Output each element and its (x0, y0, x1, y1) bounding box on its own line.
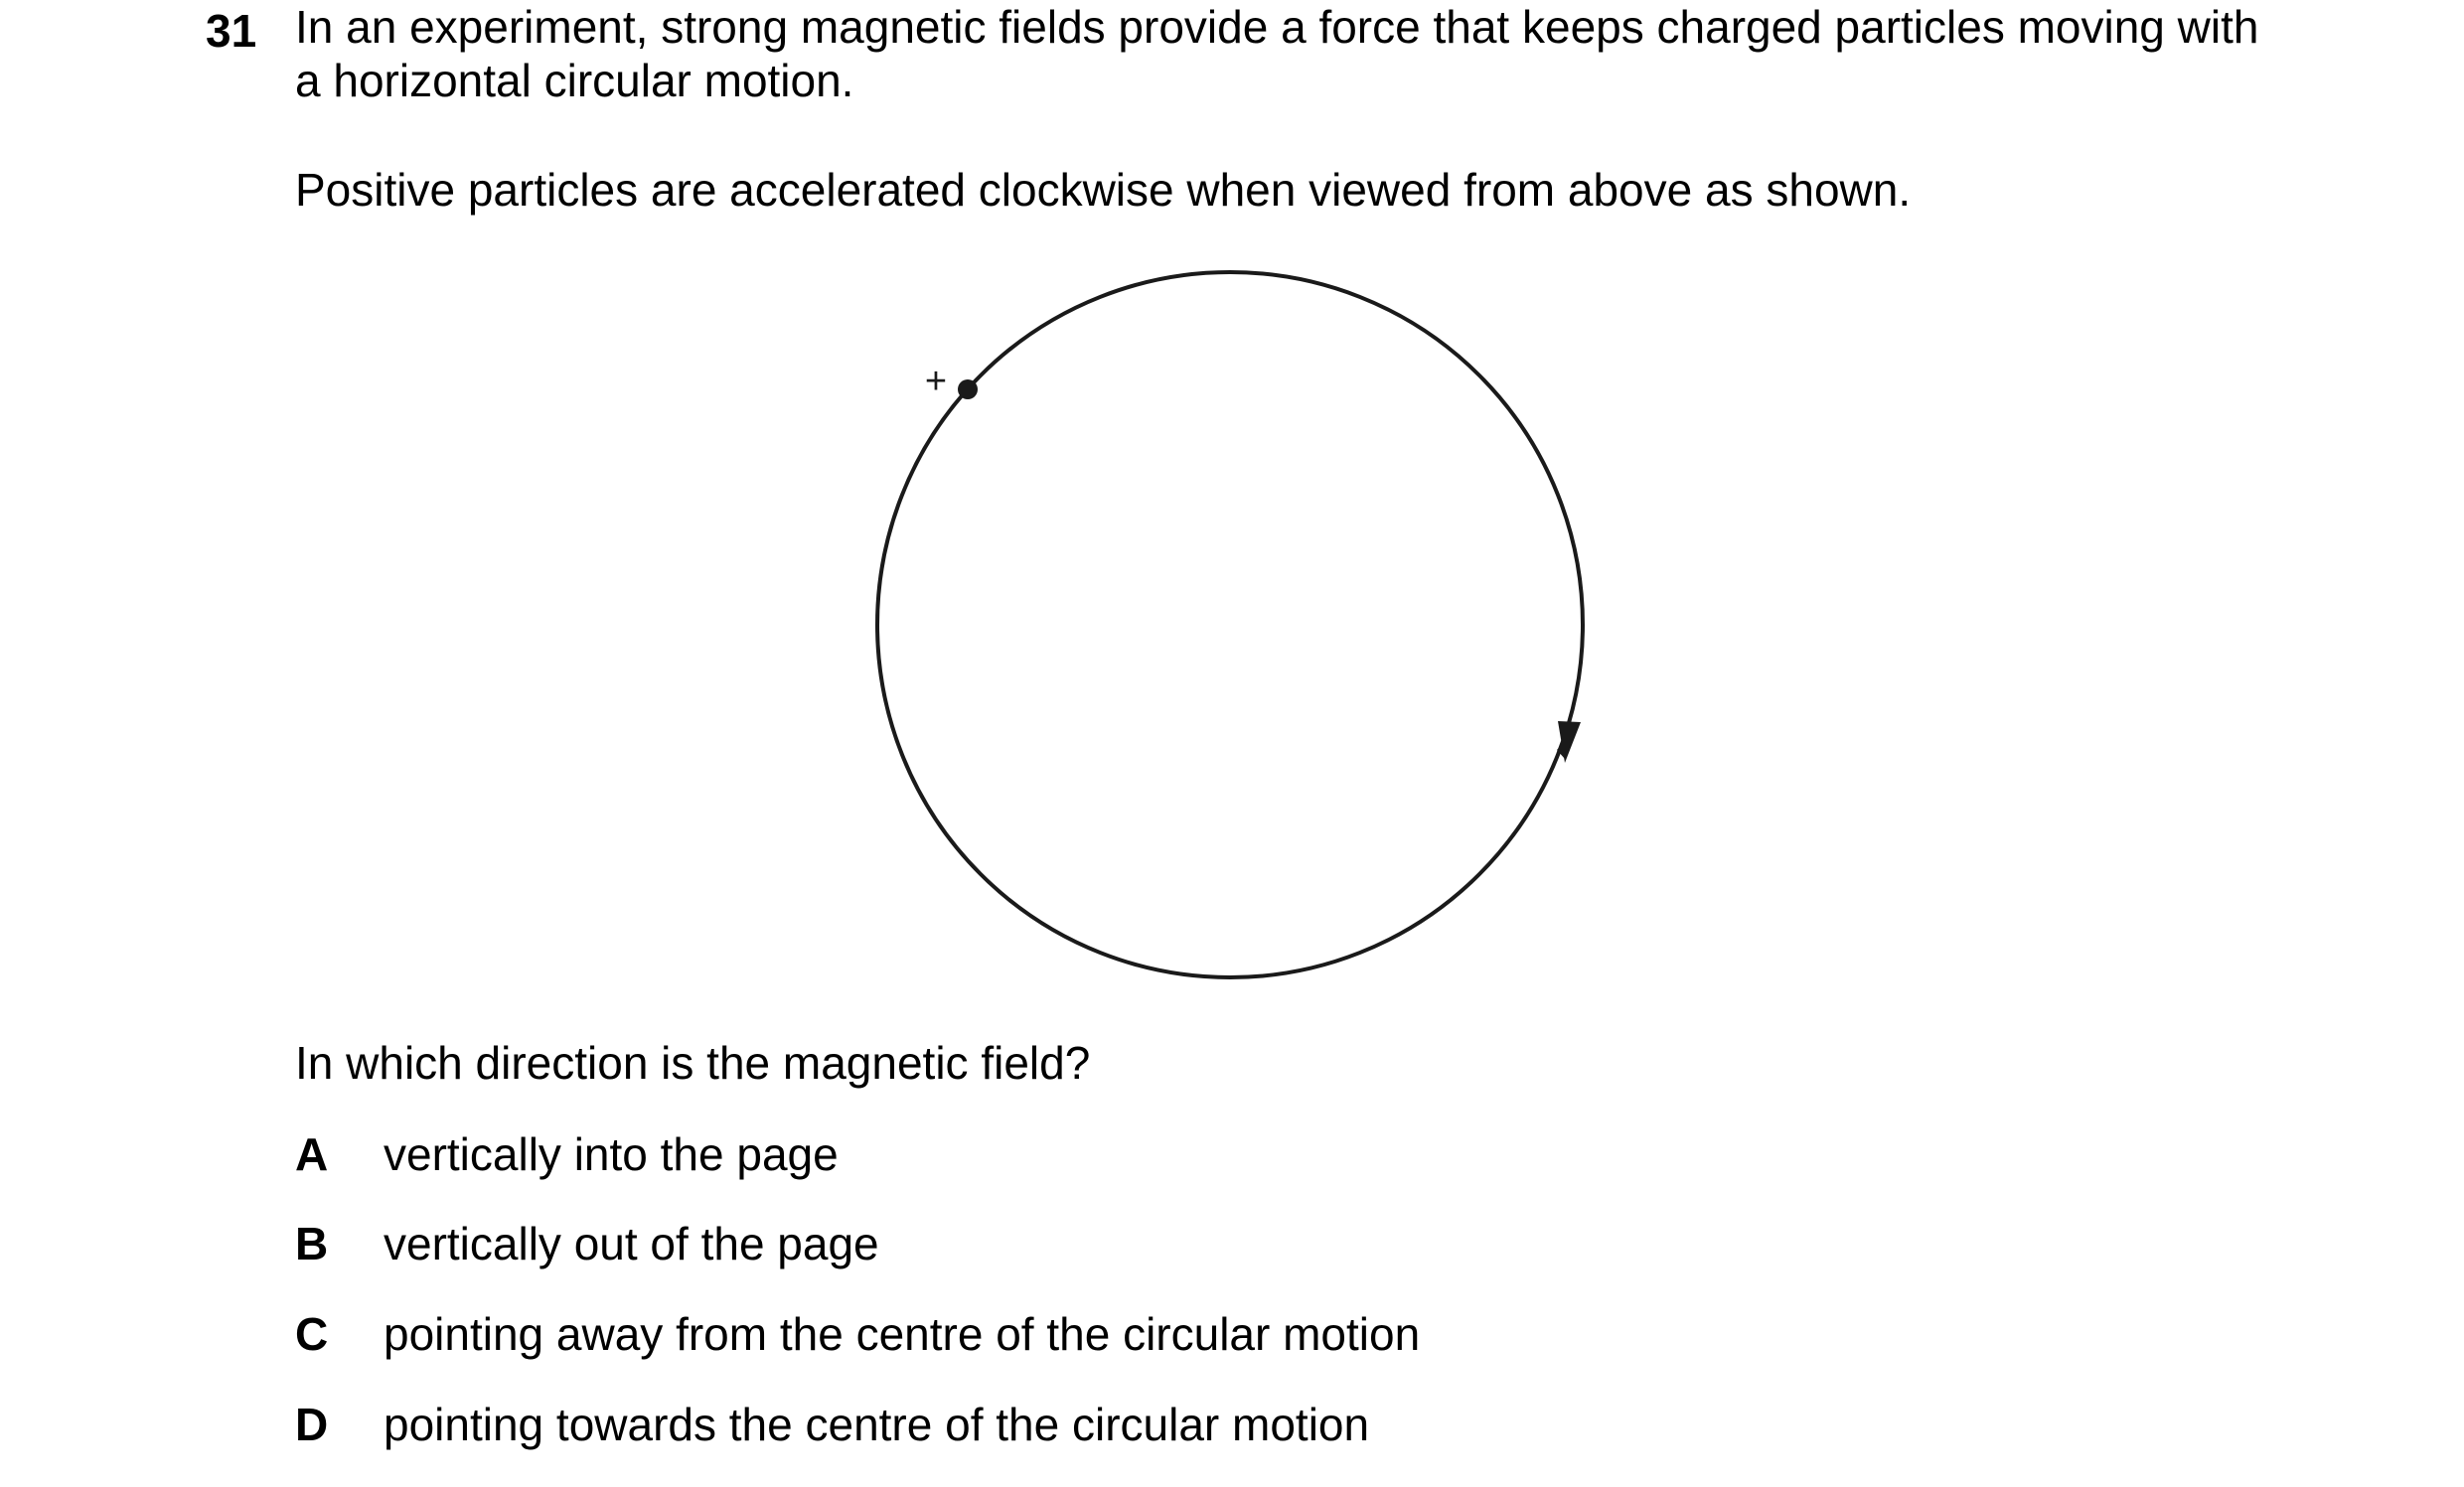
charge-label: + (924, 361, 948, 402)
question-stem-line-1: In an experiment, strong magnetic fields provide a force that keeps charged particles moving with (295, 1, 2259, 53)
question-stem-line-2: a horizontal circular motion. (295, 55, 854, 106)
option-text: pointing away from the centre of the circular motion (384, 1308, 1421, 1360)
question-context: Positive particles are accelerated clockwise when viewed from above as shown. (295, 164, 1912, 216)
option-a[interactable] (295, 1126, 839, 1182)
question-stem (295, 0, 2421, 107)
positive-particle (958, 379, 978, 399)
option-c[interactable] (295, 1306, 1420, 1362)
option-letter: D (295, 1399, 329, 1450)
option-letter: B (295, 1218, 329, 1269)
question-number: 31 (206, 5, 257, 57)
option-d[interactable] (295, 1397, 1369, 1452)
direction-arrow-icon (1557, 726, 1578, 759)
option-text: pointing towards the centre of the circular motion (384, 1399, 1370, 1450)
option-text: vertically out of the page (384, 1218, 879, 1269)
option-letter: C (295, 1308, 329, 1360)
option-b[interactable] (295, 1216, 879, 1271)
option-letter: A (295, 1128, 329, 1180)
option-text: vertically into the page (384, 1128, 839, 1180)
question-prompt: In which direction is the magnetic field? (295, 1037, 1091, 1089)
circular-path (877, 272, 1583, 977)
direction-arrow-head-icon (1558, 721, 1581, 763)
